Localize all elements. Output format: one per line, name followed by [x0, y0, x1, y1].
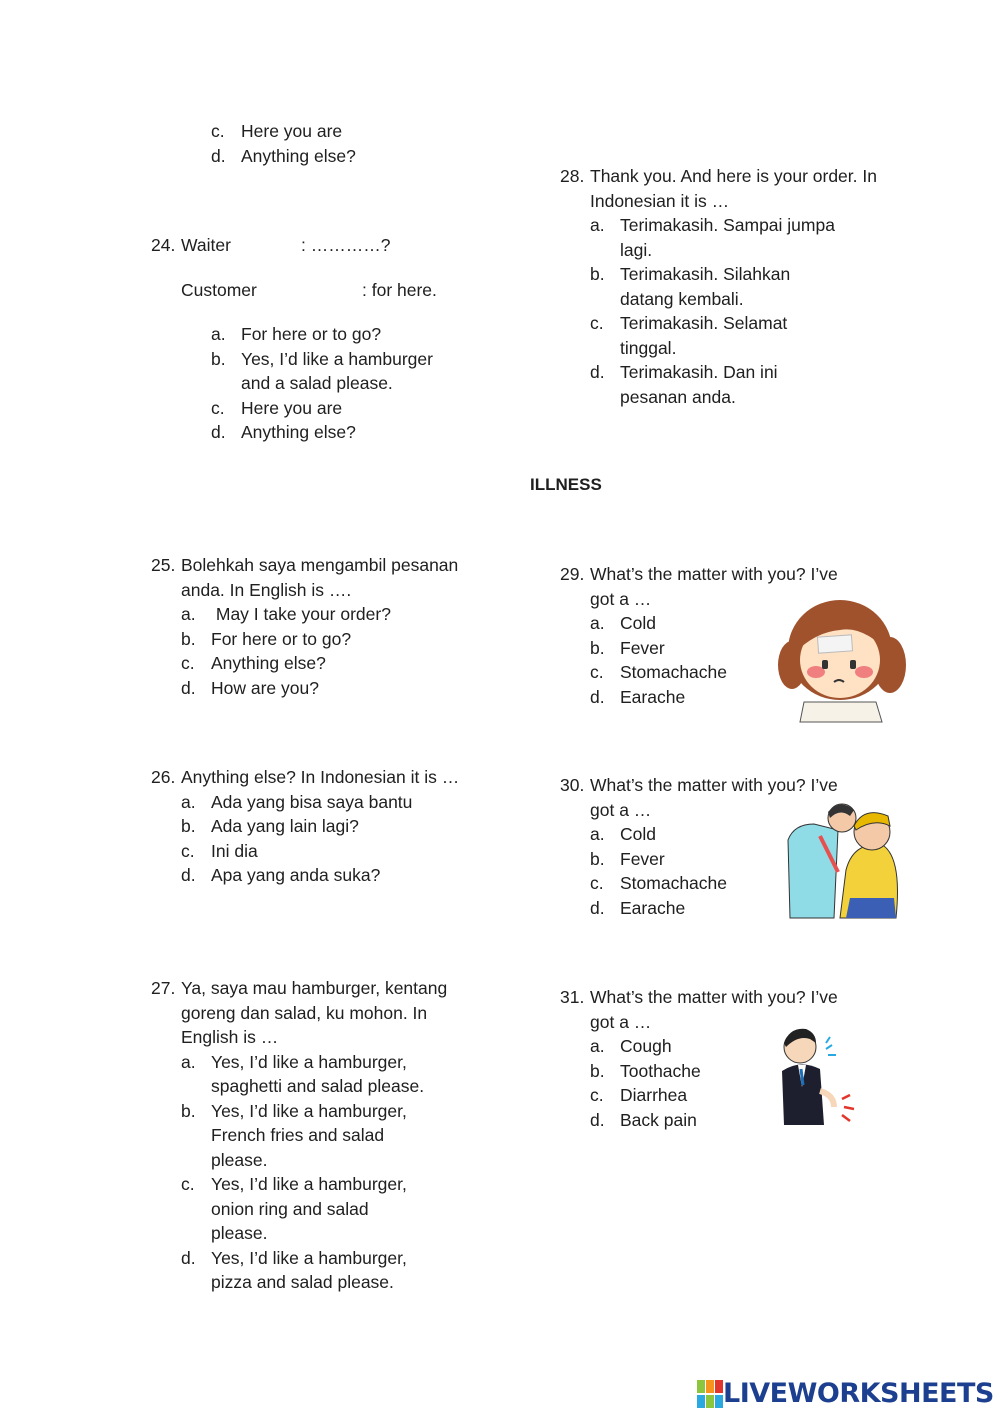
option-d: d. Anything else?: [211, 422, 356, 442]
back-pain-illustration: [776, 1025, 864, 1127]
section-heading: ILLNESS: [530, 475, 602, 494]
option-d: d. Apa yang anda suka?: [181, 865, 381, 885]
q24-number: 24.: [151, 235, 176, 255]
option-b: b. Terimakasih. Silahkan datang kembali.: [590, 264, 791, 309]
question-text: Anything else? In Indonesian it is …: [181, 767, 460, 787]
option-d: d. How are you?: [181, 677, 319, 698]
option-a: a. Ada yang bisa saya bantu: [181, 791, 413, 812]
option-a: a. May I take your order?: [181, 604, 391, 624]
option-b: b. Yes, I’d like a hamburger and a salad please.: [211, 348, 433, 393]
option-d: d. Back pain: [590, 1109, 697, 1130]
option-a: a. Cold: [590, 613, 656, 633]
option-c: c. Stomachache: [590, 873, 728, 893]
sick-girl-illustration: [778, 590, 908, 725]
question-text: Thank you. And here is your order. In Indonesian it is …: [590, 166, 877, 211]
question-31: 31. What’s the matter with you? I’ve got a … a. Cough b. Toothache c. Diarrhea d. Back pain: [560, 985, 860, 1132]
option-c: c. Ini dia: [181, 840, 258, 861]
question-29: 29. What’s the matter with you? I’ve got a … a. Cold b. Fever c. Stomachache d. Earache: [560, 562, 860, 709]
option-b: b. Toothache: [590, 1060, 701, 1081]
question-30: 30. What’s the matter with you? I’ve got a … a. Cold b. Fever c. Stomachache d. Earache: [560, 773, 860, 920]
q23-tail: [181, 119, 481, 168]
option-b: b. Yes, I’d like a hamburger, French fries and salad please.: [181, 1100, 407, 1170]
option-a: a. Yes, I’d like a hamburger, spaghetti and salad please.: [181, 1051, 425, 1096]
liveworksheets-logo: [697, 1378, 994, 1409]
option-d: d. Earache: [590, 686, 686, 707]
question-26: 26. Anything else? In Indonesian it is … a. Ada yang bisa saya bantu b. Ada yang lain lagi? c. Ini dia d. Apa yang anda suka?: [151, 765, 461, 888]
option-a: a. Cold: [590, 824, 656, 844]
q24-options: [181, 322, 481, 445]
question-27: 27. Ya, saya mau hamburger, kentang goreng dan salad, ku mohon. In English is … a. Yes, I’d like a hamburger, spaghetti and salad please. b. Yes, I’d like a hamburger, French fries and salad please. c. Yes, I’d like a hamburger, onion ring and salad please. d. Yes, I’d like a hamburger, pizza and salad please.: [151, 976, 471, 1295]
option-d: d. Yes, I’d like a hamburger, pizza and salad please.: [181, 1247, 407, 1292]
question-25: 25. Bolehkah saya mengambil pesanan anda. In English is …. a. May I take your order? b. For here or to go? c. Anything else? d. How are you?: [151, 553, 461, 700]
option-b: b. Fever: [590, 637, 665, 658]
option-c: c. Here you are: [211, 397, 343, 418]
option-d: d. Terimakasih. Dan ini pesanan anda.: [590, 362, 778, 407]
option-b: b. Ada yang lain lagi?: [181, 816, 359, 836]
option-b: b. Fever: [590, 848, 665, 869]
option-d: d. Anything else?: [211, 145, 356, 166]
q24-speaker-waiter: Waiter: [181, 235, 231, 255]
earache-illustration: [784, 800, 908, 920]
question-text: Bolehkah saya mengambil pesanan anda. In English is ….: [181, 555, 459, 600]
option-c: c. Here you are: [211, 121, 343, 141]
question-text: Ya, saya mau hamburger, kentang goreng dan salad, ku mohon. In English is …: [181, 978, 448, 1047]
question-text: What’s the matter with you? I’ve got a …: [590, 987, 838, 1032]
option-c: c. Stomachache: [590, 662, 728, 682]
q24-waiter-line: : …………?: [301, 235, 391, 255]
option-c: c. Anything else?: [181, 653, 326, 673]
logo-text: LIVEWORKSHEETS: [723, 1378, 994, 1409]
option-a: a. Cough: [590, 1036, 672, 1056]
option-c: c. Diarrhea: [590, 1085, 688, 1105]
option-c: c. Terimakasih. Selamat tinggal.: [590, 313, 788, 358]
option-d: d. Earache: [590, 897, 686, 918]
question-text: What’s the matter with you? I’ve got a …: [590, 775, 838, 820]
option-a: a. Terimakasih. Sampai jumpa lagi.: [590, 215, 835, 260]
option-c: c. Yes, I’d like a hamburger, onion ring and salad please.: [181, 1174, 407, 1243]
q24-customer-line: : for here.: [362, 280, 437, 300]
q24-speaker-customer: Customer: [181, 280, 257, 300]
option-b: b. For here or to go?: [181, 628, 352, 649]
question-28: 28. Thank you. And here is your order. In Indonesian it is … a. Terimakasih. Sampai jumpa lagi. b. Terimakasih. Silahkan datang kembali. c. Terimakasih. Selamat tinggal. d. Terimakasih. Dan ini pesanan anda.: [560, 164, 890, 409]
logo-mark-icon: [697, 1380, 723, 1408]
option-a: a. For here or to go?: [211, 324, 382, 344]
question-text: What’s the matter with you? I’ve got a …: [590, 564, 838, 609]
